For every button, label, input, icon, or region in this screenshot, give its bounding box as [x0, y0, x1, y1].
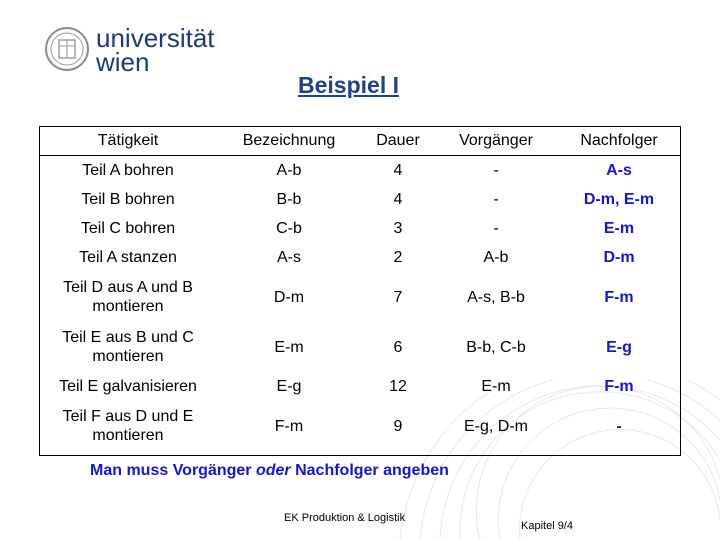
cell-taetigkeit: Teil B bohren [81, 191, 175, 208]
cell-bezeichnung: B-b [276, 191, 302, 208]
university-logo [44, 22, 214, 80]
cell-taetigkeit: Teil D aus A und B montieren [63, 279, 193, 315]
table-row [39, 156, 681, 186]
cell-nachfolger: F-m [604, 378, 634, 395]
wordmark-line2: wien [96, 47, 150, 77]
cell-dauer: 9 [393, 417, 403, 435]
cell-taetigkeit: Teil E galvanisieren [59, 378, 197, 395]
header-bezeichnung: Bezeichnung [217, 126, 361, 156]
cell-vorgaenger: B-b, C-b [466, 338, 526, 356]
cell-vorgaenger: - [493, 162, 499, 179]
cell-dauer: 12 [389, 378, 407, 395]
table-header-row [39, 126, 681, 156]
cell-bezeichnung: E-m [274, 338, 304, 356]
cell-vorgaenger: E-g, D-m [464, 417, 528, 435]
table-row [39, 322, 681, 372]
cell-taetigkeit: Teil F aus D und E montieren [62, 408, 194, 444]
cell-taetigkeit: Teil A bohren [82, 162, 174, 179]
cell-dauer: 3 [393, 220, 403, 237]
cell-bezeichnung: C-b [276, 220, 302, 237]
slide-title: Beispiel I [298, 72, 399, 98]
table-row [39, 214, 681, 243]
note-after: Nachfolger angeben [290, 462, 449, 479]
header-dauer: Dauer [361, 126, 435, 156]
footer-course: EK Produktion & Logistik [284, 512, 406, 524]
university-seal-icon [44, 26, 90, 72]
university-wordmark [96, 23, 215, 77]
cell-dauer: 4 [393, 162, 403, 179]
table-row [39, 372, 681, 401]
cell-nachfolger: - [616, 417, 622, 435]
cell-bezeichnung: D-m [273, 288, 305, 306]
cell-dauer: 6 [393, 338, 403, 356]
cell-vorgaenger: A-b [483, 249, 509, 266]
table-row [39, 243, 681, 272]
note-emphasis: oder [255, 462, 291, 479]
cell-vorgaenger: E-m [481, 378, 511, 395]
cell-taetigkeit: Teil E aus B und C montieren [62, 329, 194, 365]
cell-taetigkeit: Teil A stanzen [79, 249, 177, 266]
cell-dauer: 2 [393, 249, 403, 266]
instruction-note [90, 462, 449, 480]
cell-taetigkeit: Teil C bohren [80, 220, 176, 237]
cell-dauer: 4 [393, 191, 403, 208]
activity-table [39, 126, 681, 451]
cell-nachfolger: D-m, E-m [583, 191, 655, 208]
note-before: Man muss Vorgänger [90, 462, 256, 479]
cell-vorgaenger: - [493, 191, 499, 208]
cell-bezeichnung: A-s [277, 249, 301, 266]
cell-nachfolger: A-s [606, 162, 632, 179]
table-row [39, 185, 681, 214]
cell-nachfolger: E-g [606, 338, 632, 356]
table-row [39, 401, 681, 451]
cell-bezeichnung: A-b [276, 162, 302, 179]
cell-bezeichnung: E-g [276, 378, 302, 395]
header-taetigkeit: Tätigkeit [39, 126, 217, 156]
cell-nachfolger: F-m [604, 288, 634, 306]
cell-vorgaenger: A-s, B-b [467, 288, 525, 306]
cell-nachfolger: D-m [603, 249, 635, 266]
cell-vorgaenger: - [493, 220, 499, 237]
wordmark-line1: universität [96, 23, 215, 53]
footer-page: Kapitel 9/4 [521, 520, 573, 532]
cell-nachfolger: E-m [603, 220, 635, 237]
table-row [39, 272, 681, 322]
header-nachfolger: Nachfolger [557, 126, 681, 156]
cell-dauer: 7 [393, 288, 403, 306]
header-vorgaenger: Vorgänger [435, 126, 557, 156]
cell-bezeichnung: F-m [274, 417, 304, 435]
